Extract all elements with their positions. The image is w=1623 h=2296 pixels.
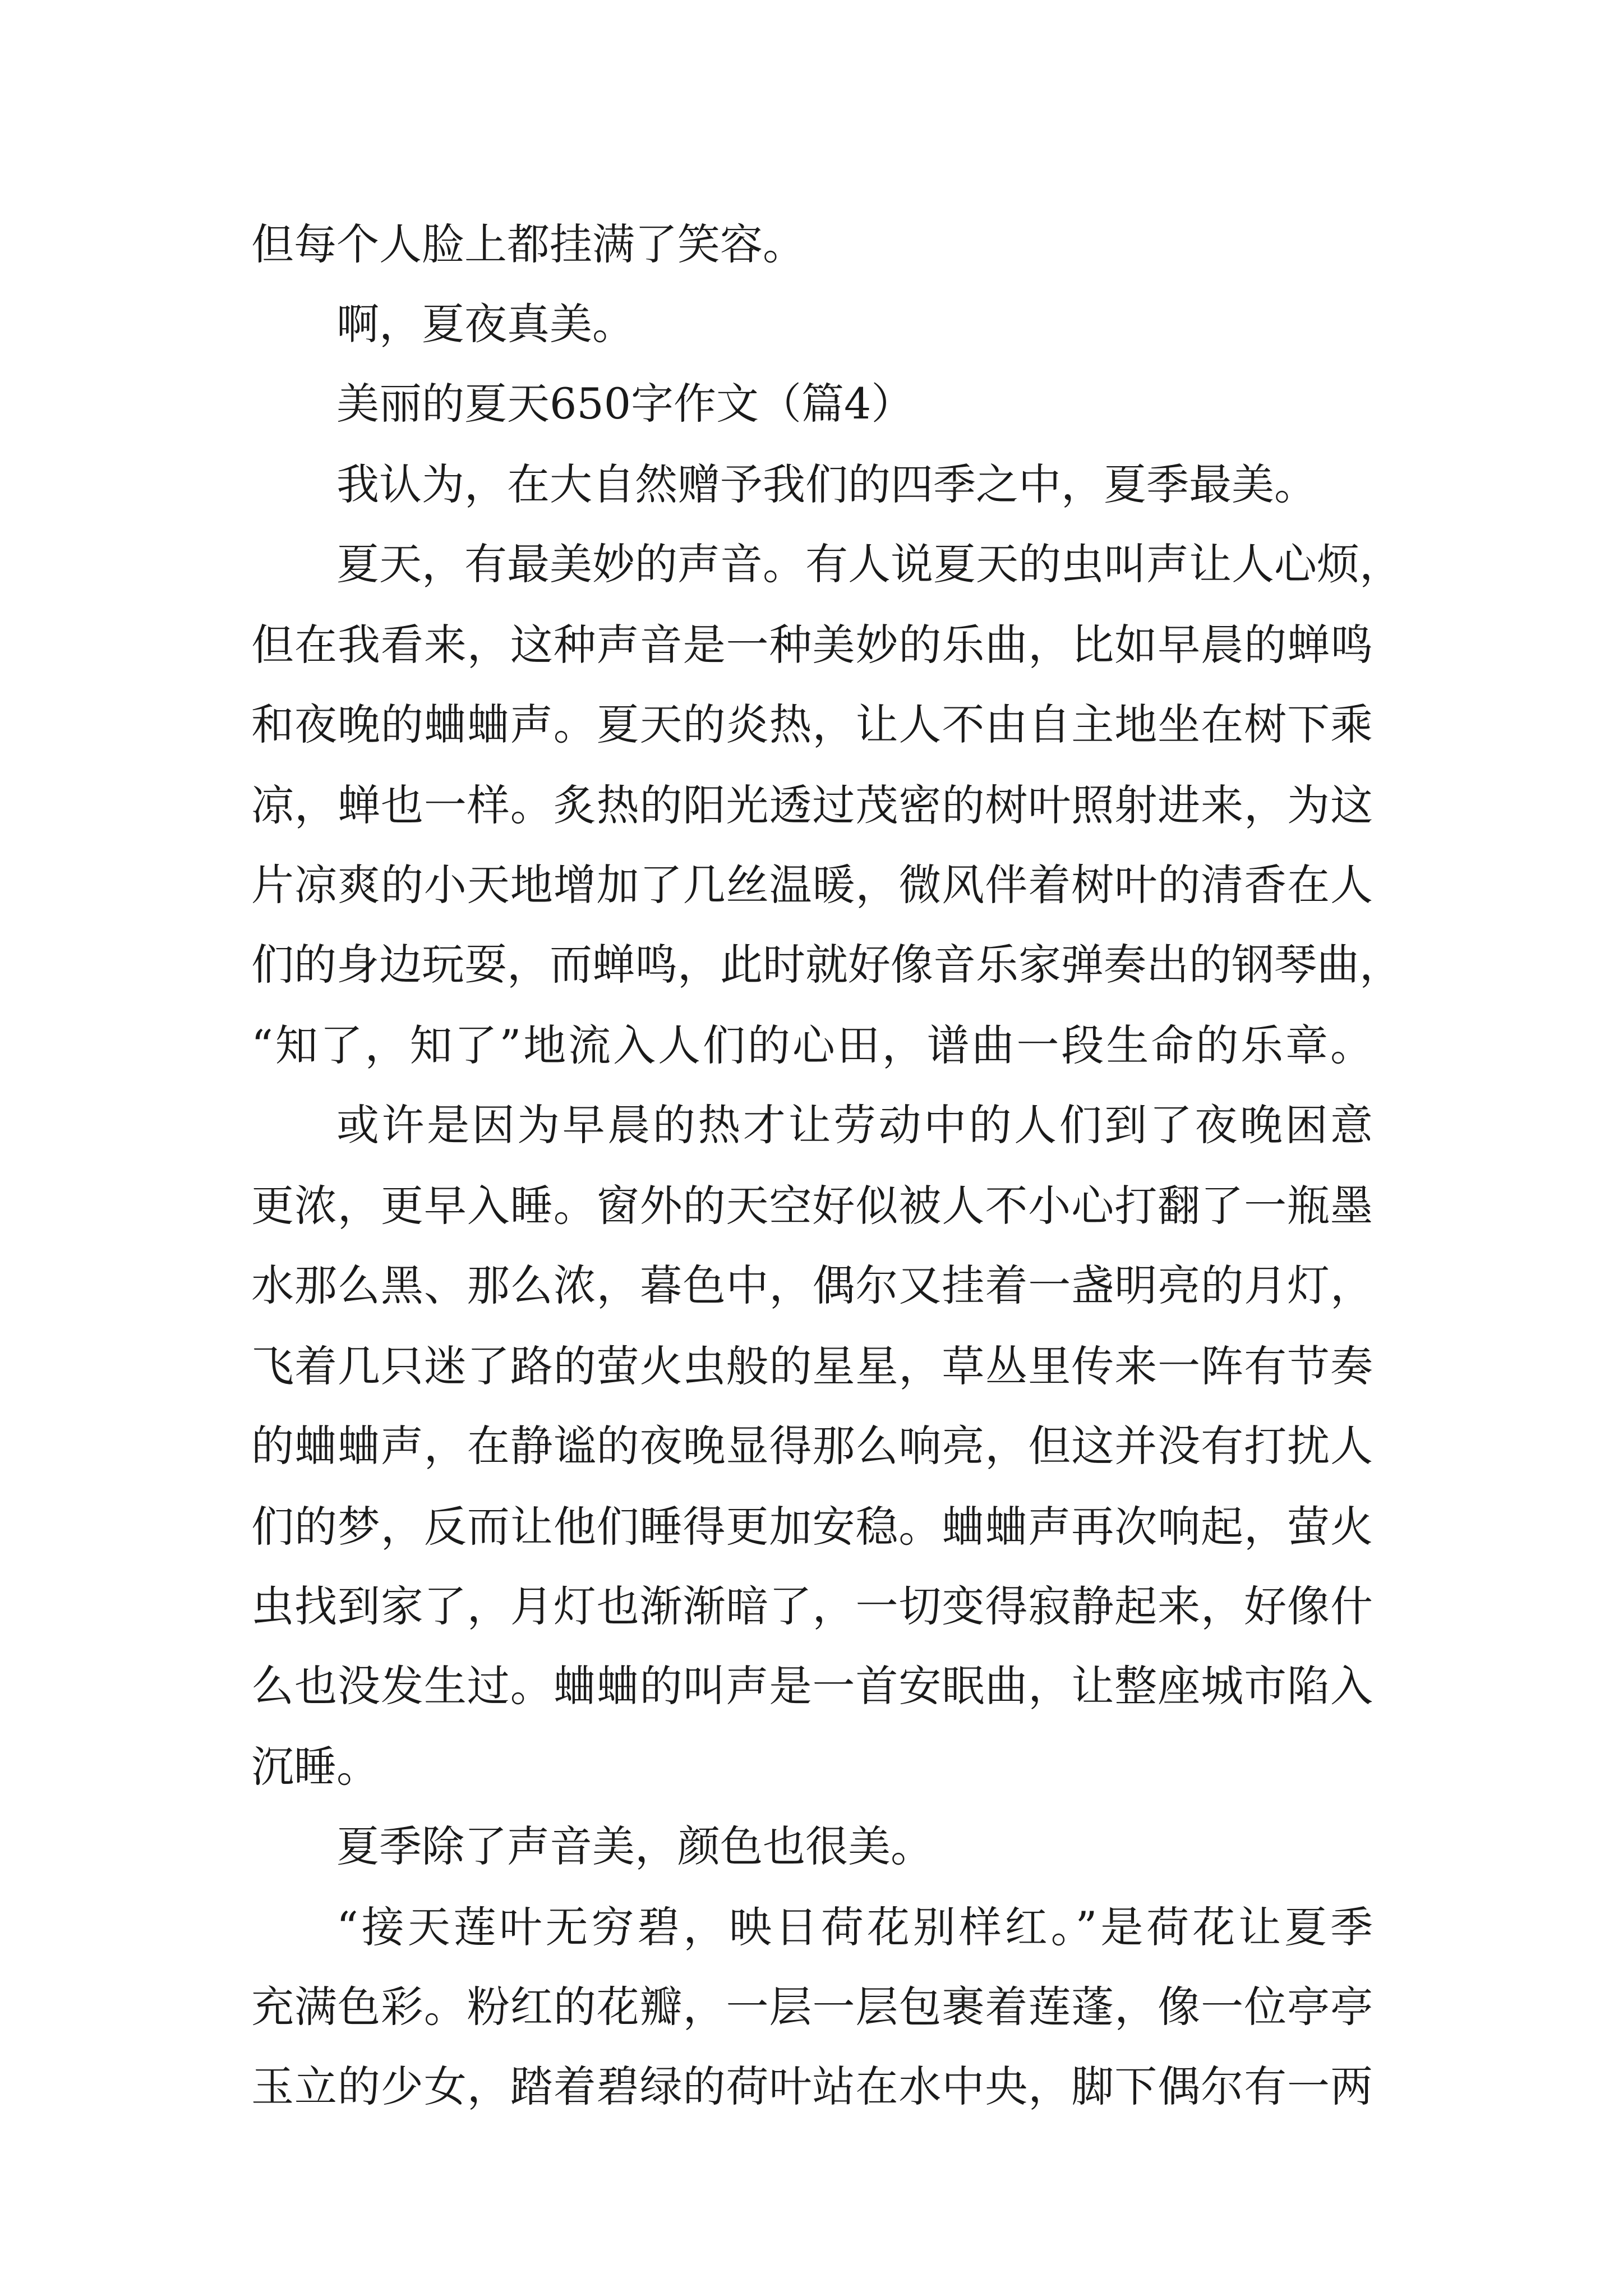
text-line: 们的梦，反而让他们睡得更加安稳。蛐蛐声再次响起，萤火 <box>251 1502 1373 1552</box>
text-line: 充满色彩。粉红的花瓣，一层一层包裹着莲蓬，像一位亭亭 <box>251 1982 1373 2032</box>
text-line: 但在我看来，这种声音是一种美妙的乐曲，比如早晨的蝉鸣 <box>251 620 1373 670</box>
text-line: 我认为，在大自然赠予我们的四季之中，夏季最美。 <box>336 459 1317 509</box>
text-line: 或许是因为早晨的热才让劳动中的人们到了夜晚困意 <box>336 1100 1373 1150</box>
text-line: 夏天，有最美妙的声音。有人说夏天的虫叫声让人心烦， <box>336 539 1402 589</box>
text-line: 但每个人脸上都挂满了笑容。 <box>251 219 805 269</box>
text-line: 的蛐蛐声，在静谧的夜晚显得那么响亮，但这并没有打扰人 <box>251 1421 1373 1471</box>
text-line: 啊，夏夜真美。 <box>336 299 635 349</box>
section-heading: 美丽的夏天650字作文（篇4） <box>336 379 914 429</box>
text-line: 玉立的少女，踏着碧绿的荷叶站在水中央，脚下偶尔有一两 <box>251 2062 1373 2111</box>
text-line: 更浓，更早入睡。窗外的天空好似被人不小心打翻了一瓶墨 <box>251 1181 1373 1231</box>
text-line: 夏季除了声音美，颜色也很美。 <box>336 1821 933 1871</box>
text-line: 飞着几只迷了路的萤火虫般的星星，草丛里传来一阵有节奏 <box>251 1341 1373 1391</box>
text-line: 沉睡。 <box>251 1742 379 1792</box>
text-line: “接天莲叶无穷碧，映日荷花别样红。”是荷花让夏季 <box>336 1902 1373 1952</box>
text-line: 虫找到家了，月灯也渐渐暗了，一切变得寂静起来，好像什 <box>251 1581 1373 1631</box>
text-line: 凉，蝉也一样。炙热的阳光透过茂密的树叶照射进来，为这 <box>251 780 1373 830</box>
text-line: 么也没发生过。蛐蛐的叫声是一首安眠曲，让整座城市陷入 <box>251 1661 1373 1711</box>
text-line: 和夜晚的蛐蛐声。夏天的炎热，让人不由自主地坐在树下乘 <box>251 700 1373 749</box>
text-line: 们的身边玩耍，而蝉鸣，此时就好像音乐家弹奏出的钢琴曲， <box>251 940 1402 990</box>
text-line: “知了，知了”地流入人们的心田，谱曲一段生命的乐章。 <box>251 1020 1373 1070</box>
text-line: 片凉爽的小天地增加了几丝温暖，微风伴着树叶的清香在人 <box>251 860 1373 910</box>
text-line: 水那么黑、那么浓，暮色中，偶尔又挂着一盏明亮的月灯， <box>251 1260 1373 1310</box>
